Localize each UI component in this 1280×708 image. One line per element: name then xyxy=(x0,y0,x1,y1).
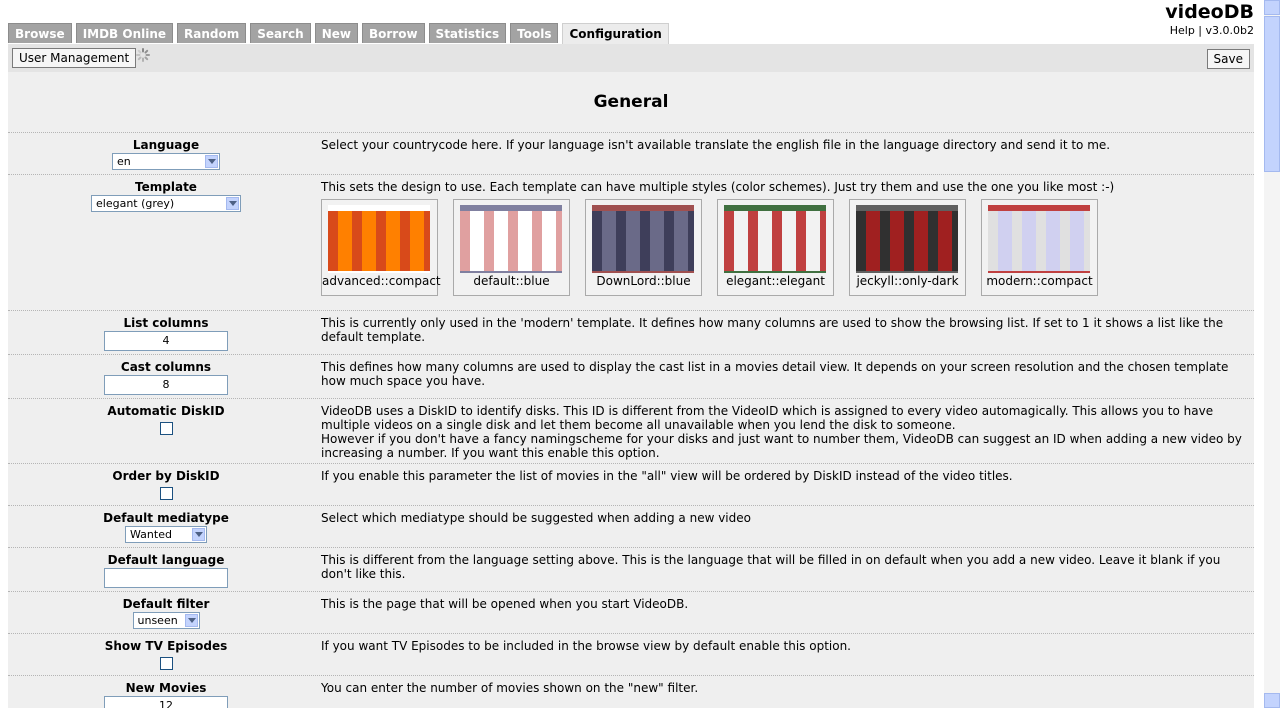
template-preview-image xyxy=(724,205,826,273)
new-movies-input[interactable]: 12 xyxy=(104,696,228,708)
template-caption: advanced::compact xyxy=(322,274,441,288)
chevron-down-icon xyxy=(205,155,218,168)
setting-description: This sets the design to use. Each template can have multiple styles (color schemes). Just try them and use the one you like most :-) xyxy=(321,180,1115,194)
template-caption: DownLord::blue xyxy=(596,274,691,288)
template-thumb-downlord-blue[interactable] xyxy=(585,199,702,296)
tab-statistics[interactable]: Statistics xyxy=(429,23,507,43)
chevron-down-icon xyxy=(192,528,205,541)
template-thumb-jeckyll-only-dark[interactable] xyxy=(849,199,966,296)
setting-row-template xyxy=(8,174,1254,310)
list-columns-input[interactable]: 4 xyxy=(104,331,228,351)
setting-description: VideoDB uses a DiskID to identify disks. This ID is different from the VideoID which is assigned to every video automagically. This allows you to have multiple videos on a single disk and let them become all unavailable when you lend the disk to someone. xyxy=(321,404,1214,432)
default-filter-select[interactable] xyxy=(133,612,200,629)
tab-imdb-online[interactable]: IMDB Online xyxy=(76,23,173,43)
tab-tools[interactable]: Tools xyxy=(510,23,558,43)
app-title: videoDB xyxy=(1165,1,1254,23)
setting-label: Template xyxy=(135,180,197,194)
config-toolbar xyxy=(8,44,1254,72)
template-caption: default::blue xyxy=(473,274,550,288)
brand-separator: | xyxy=(1198,24,1203,37)
setting-row-default-mediatype xyxy=(8,505,1254,547)
template-thumb-default-blue[interactable] xyxy=(453,199,570,296)
main-tabs xyxy=(8,23,673,44)
setting-description-extra: However if you don't have a fancy namingscheme for your disks and just want to number them, VideoDB can suggest an ID when adding a new video by increasing a number. If you want this enable this option. xyxy=(321,432,1242,460)
setting-row-language xyxy=(8,132,1254,174)
setting-label: Default filter xyxy=(122,597,210,611)
setting-row-new-movies xyxy=(8,675,1254,708)
template-preview-image xyxy=(328,205,430,273)
default-language-input[interactable] xyxy=(104,568,228,588)
setting-description: This defines how many columns are used to display the cast list in a movies detail view. It depends on your screen resolution and the chosen template how much space you have. xyxy=(321,360,1229,388)
setting-row-list-columns xyxy=(8,310,1254,354)
select-value: en xyxy=(117,155,131,168)
brand xyxy=(1165,0,1254,38)
template-thumbnails xyxy=(321,199,1113,296)
page-title: General xyxy=(593,92,669,112)
tab-new[interactable]: New xyxy=(315,23,358,43)
config-content xyxy=(8,72,1254,708)
scroll-up-button[interactable] xyxy=(1264,0,1280,15)
setting-label: Cast columns xyxy=(120,360,212,374)
cast-columns-input[interactable]: 8 xyxy=(104,375,228,395)
template-select[interactable] xyxy=(91,195,241,212)
setting-description: Select which mediatype should be suggested when adding a new video xyxy=(321,511,751,525)
tab-search[interactable]: Search xyxy=(250,23,310,43)
setting-description: Select your countrycode here. If your language isn't available translate the english file in the language directory and send it to me. xyxy=(321,138,1111,152)
setting-description: If you want TV Episodes to be included in the browse view by default enable this option. xyxy=(321,639,851,653)
template-caption: jeckyll::only-dark xyxy=(856,274,959,288)
default-mediatype-select[interactable] xyxy=(125,526,207,543)
template-thumb-advanced-compact[interactable] xyxy=(321,199,441,296)
select-value: Wanted xyxy=(130,528,172,541)
chevron-down-icon xyxy=(185,614,198,627)
version-label: v3.0.0b2 xyxy=(1205,24,1254,37)
user-management-button[interactable]: User Management xyxy=(12,48,136,68)
vertical-scrollbar[interactable] xyxy=(1264,0,1280,708)
loading-spinner-icon xyxy=(136,48,150,62)
select-value: elegant (grey) xyxy=(96,197,175,210)
setting-description: This is currently only used in the 'modern' template. It defines how many columns are used to show the browsing list. If set to 1 it shows a list like the default template. xyxy=(321,316,1224,344)
top-bar xyxy=(0,0,1264,44)
setting-row-default-filter xyxy=(8,591,1254,633)
save-button[interactable]: Save xyxy=(1207,49,1250,69)
setting-row-default-language xyxy=(8,547,1254,591)
select-value: unseen xyxy=(137,614,178,627)
setting-label: Order by DiskID xyxy=(112,469,220,483)
setting-label: Automatic DiskID xyxy=(107,404,225,418)
setting-description: This is the page that will be opened when you start VideoDB. xyxy=(321,597,689,611)
show-tv-episodes-checkbox[interactable] xyxy=(160,657,173,670)
template-caption: elegant::elegant xyxy=(726,274,825,288)
setting-row-cast-columns xyxy=(8,354,1254,398)
setting-label: Default mediatype xyxy=(103,511,229,525)
template-caption: modern::compact xyxy=(986,274,1093,288)
setting-row-show-tv-episodes xyxy=(8,633,1254,675)
template-thumb-elegant-elegant[interactable] xyxy=(717,199,834,296)
template-preview-image xyxy=(856,205,958,273)
scrollbar-thumb[interactable] xyxy=(1264,16,1280,172)
template-preview-image xyxy=(460,205,562,273)
scroll-down-button[interactable] xyxy=(1264,693,1280,708)
setting-description: You can enter the number of movies shown on the "new" filter. xyxy=(321,681,699,695)
help-link[interactable]: Help xyxy=(1169,24,1195,37)
setting-label: List columns xyxy=(123,316,209,330)
setting-description: This is different from the language setting above. This is the language that will be filled in on default when you add a new video. Leave it blank if you don't like this. xyxy=(321,553,1221,581)
template-thumb-modern-compact[interactable] xyxy=(981,199,1098,296)
automatic-diskid-checkbox[interactable] xyxy=(160,422,173,435)
tab-random[interactable]: Random xyxy=(177,23,246,43)
chevron-down-icon xyxy=(226,197,239,210)
language-select[interactable] xyxy=(112,153,220,170)
setting-label: Language xyxy=(132,138,200,152)
setting-label: New Movies xyxy=(125,681,207,695)
template-preview-image xyxy=(592,205,694,273)
setting-label: Default language xyxy=(107,553,225,567)
brand-links xyxy=(1165,24,1254,38)
tab-browse[interactable]: Browse xyxy=(8,23,72,43)
setting-row-order-by-diskid xyxy=(8,463,1254,505)
order-by-diskid-checkbox[interactable] xyxy=(160,487,173,500)
tab-configuration[interactable]: Configuration xyxy=(562,23,668,44)
tab-borrow[interactable]: Borrow xyxy=(362,23,425,43)
setting-row-automatic-diskid xyxy=(8,398,1254,463)
setting-description: If you enable this parameter the list of movies in the "all" view will be ordered by DiskID instead of the video titles. xyxy=(321,469,1013,483)
template-preview-image xyxy=(988,205,1090,273)
setting-label: Show TV Episodes xyxy=(104,639,228,653)
